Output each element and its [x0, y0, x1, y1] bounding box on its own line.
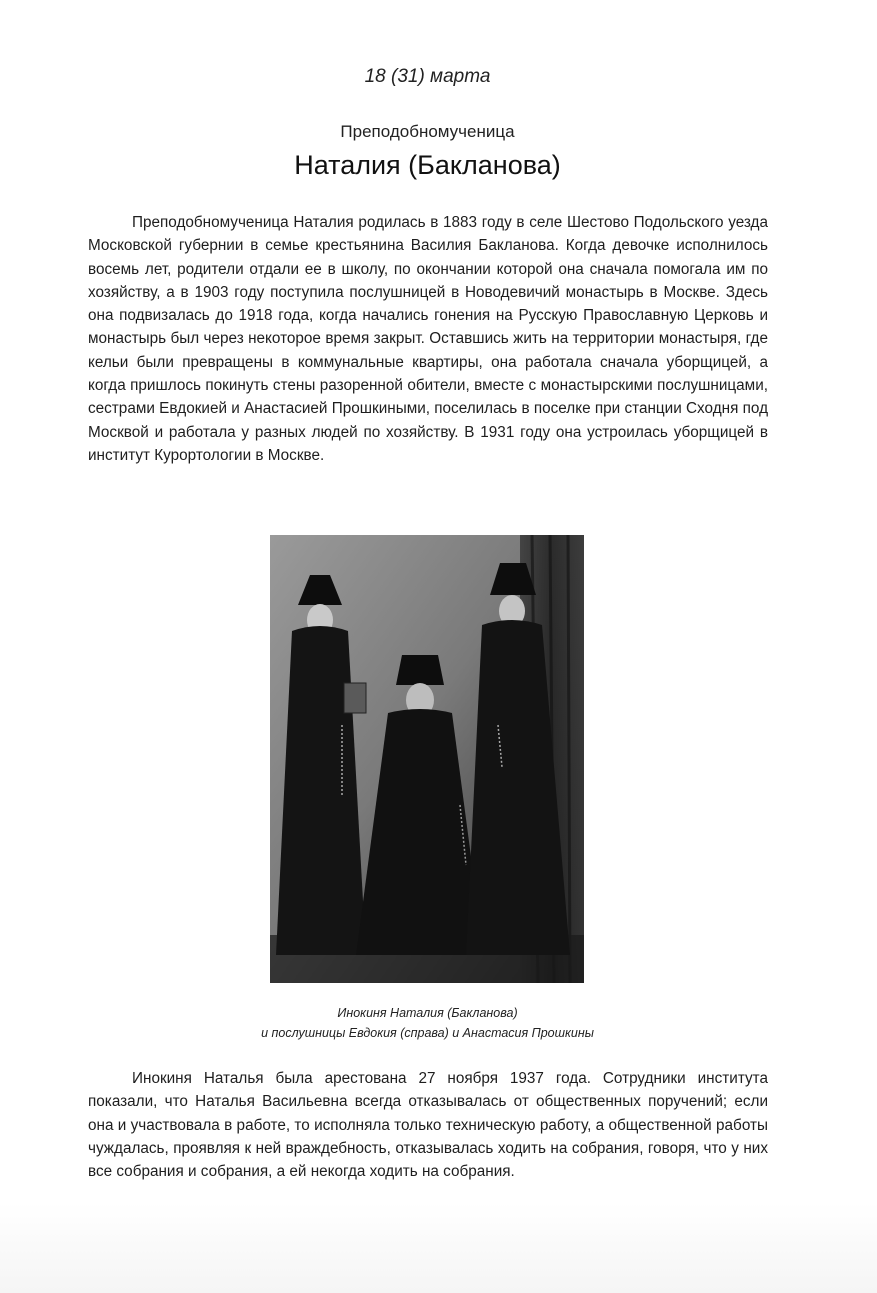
biography-paragraph-1: Преподобномученица Наталия родилась в 1883 году в селе Шестово Подольского уезда Московской губернии в семье крестьянина Василия Бакланова. Когда девочке исполнилось восемь лет, родители отдали ее в школу, по окончании которой она сначала помогала им по хозяйству, а в 1903 году поступила послушницей в Новодевичий монастырь в Москве. Здесь она подвизалась до 1918 года, когда начались гонения на Русскую Православную Церковь и монастырь был через некоторое время закрыт. Оставшись жить на территории монастыря, где кельи были превращены в коммунальные квартиры, она работала сначала уборщицей, а когда пришлось покинуть стены разоренной обители, вместе с монастырскими послушницами, сестрами Евдокией и Анастасией Прошкиными, поселилась в поселке при станции Сходня под Москвой и работала у разных людей по хозяйству. В 1931 году она устроилась уборщицей в институт Курортологии в Москве. — [88, 214, 768, 464]
biography-paragraph-2: Инокиня Наталья была арестована 27 ноября 1937 года. Сотрудники института показали, что Наталья Васильевна всегда отказывалась от общественных поручений; если она и участвовала в работе, то исполняла только техническую работу, а общественной работы чуждалась, проявляя к ней враждебность, отказывалась ходить на собрания, говоря, что у них все собрания и собрания, а ей некогда ходить на собрания. — [88, 1070, 768, 1181]
photo-caption-line-2: и послушницы Евдокия (справа) и Анастасия Прошкины — [261, 1026, 594, 1040]
photo-illustration — [270, 535, 584, 983]
feast-date: 18 (31) марта — [364, 66, 491, 87]
photo-caption-line-1: Инокиня Наталия (Бакланова) — [337, 1006, 518, 1020]
photo-caption — [0, 1003, 855, 1043]
page-title: Наталия (Бакланова) — [294, 150, 561, 180]
historical-photo — [270, 535, 584, 983]
saint-rank: Преподобномученица — [340, 122, 515, 141]
page-bottom-shadow — [0, 1203, 877, 1293]
